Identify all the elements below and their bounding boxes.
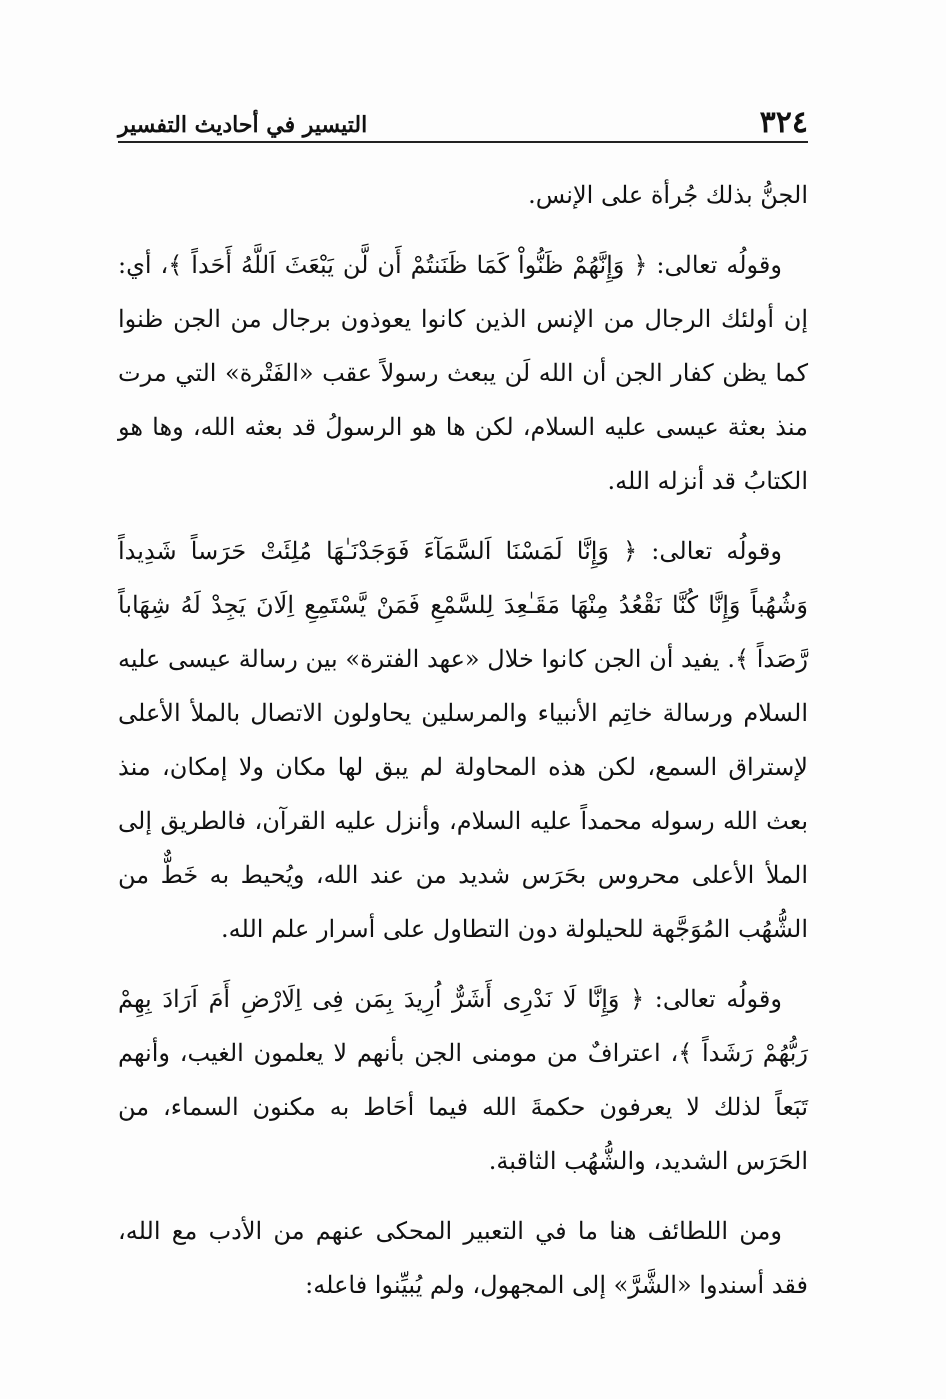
paragraph-text: ومن اللطائف هنا ما في التعبير المحكى عنهم من الأدب مع الله، فقد أسندوا «الشَّرَّ» إلى المجهول، ولم يُبيِّنوا فاعله:	[118, 1217, 808, 1299]
page-number: ٣٢٤	[759, 105, 808, 140]
paragraph-lead: وقولُه تعالى:	[647, 251, 782, 279]
running-title: التيسير في أحاديث التفسير	[118, 112, 368, 138]
paragraph-1	[118, 168, 808, 222]
paragraph-text: الجنُّ بذلك جُرأة على الإنس.	[528, 181, 808, 209]
paragraph-2	[118, 238, 808, 508]
quran-verse: ﴿ وَإِنَّا لَا نَدْرِى أَشَرٌّ اُرِيدَ بِمَن فِى اِلَارْضِ أَمَ اَرَادَ بِهِمْ رَبُّهُمْ رَشَداً ﴾	[118, 985, 809, 1067]
paragraph-4	[118, 972, 808, 1188]
header-rule	[118, 141, 808, 143]
paragraph-3	[118, 524, 808, 956]
paragraph-5	[118, 1204, 808, 1312]
paragraph-commentary: . يفيد أن الجن كانوا خلال «عهد الفترة» بين رسالة عيسى عليه السلام ورسالة خاتِم الأنبياء والمرسلين يحاولون الاتصال بالملأ الأعلى لإستراق السمع، لكن هذه المحاولة لم يبق لها مكان ولا إمكان، منذ بعث الله رسوله محمداً عليه السلام، وأنزل عليه القرآن، فالطريق إلى الملأ الأعلى محروس بحَرَس شديد من عند الله، ويُحيط به خَطٌّ من الشُّهُب المُوَجَّهة للحيلولة دون التطاول على أسرار علم الله.	[118, 645, 808, 943]
paragraph-lead: وقولُه تعالى:	[644, 985, 782, 1013]
page-header	[118, 105, 808, 142]
paragraph-commentary: ، أي: إن أولئك الرجال من الإنس الذين كانوا يعوذون برجال من الجن ظنوا كما يظن كفار الجن أن الله لَن يبعث رسولاً عقب «الفَتْرة» التي مرت منذ بعثة عيسى عليه السلام، لكن ها هو الرسولُ قد بعثه الله، وها هو الكتابُ قد أنزله الله.	[118, 251, 808, 495]
paragraph-lead: وقولُه تعالى:	[637, 537, 782, 565]
paragraph-commentary: ، اعترافٌ من مومنى الجن بأنهم لا يعلمون الغيب، وأنهم تَبَعاً لذلك لا يعرفون حكمةَ الله فيما أحَاط به مكنون السماء، من الحَرَس الشديد، والشُّهُب الثاقبة.	[118, 1039, 808, 1175]
quran-verse: ﴿ وَإِنَّهُمْ ظَنُّواْ كَمَا ظَنَنتُمْ أَن لَّن يَبْعَثَ اَللَّهُ أَحَداً ﴾	[168, 251, 648, 279]
page-body	[118, 168, 808, 1328]
quran-verse: ﴿ وَإِنَّا لَمَسْنَا اَلسَّمَآءَ فَوَجَدْنَـٰهَا مُلِئَتْ حَرَساً شَدِيداً وَشُهُباً وَإِنَّا كُنَّا نَقْعُدُ مِنْهَا مَقَـٰعِدَ لِلسَّمْعِ فَمَنْ يَّسْتَمِعِ اِلَانَ يَجِدْ لَهُ شِهَاباً رَّصَداً ﴾	[118, 537, 808, 673]
